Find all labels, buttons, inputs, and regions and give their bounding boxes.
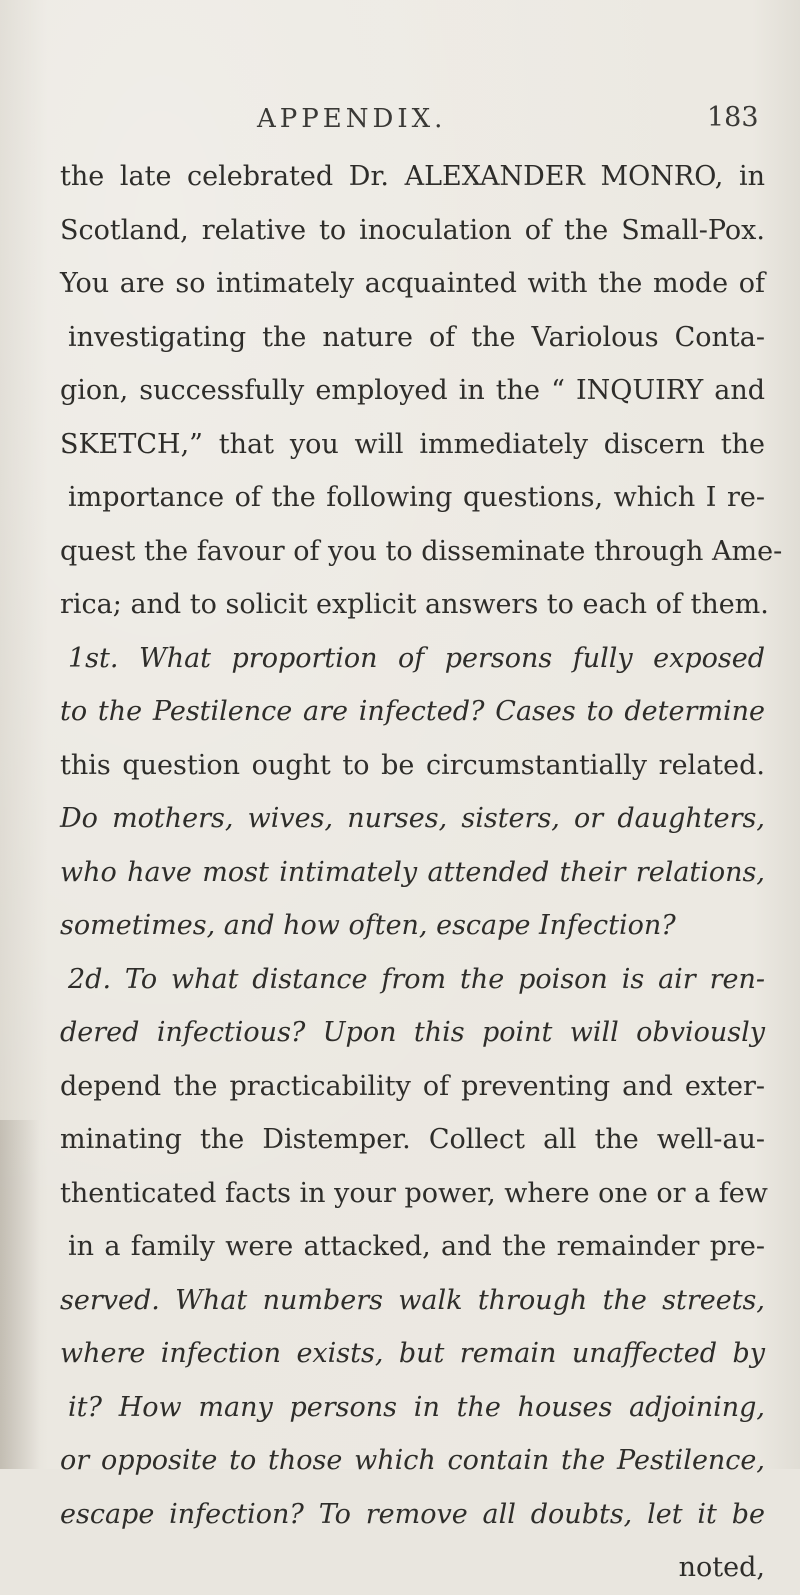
- text-line: minating the Distemper. Collect all the well-au-: [60, 1124, 765, 1155]
- question-line: served. What numbers walk through the streets,: [60, 1284, 765, 1316]
- text-line: You are so intimately acquainted with the mode of: [60, 268, 765, 299]
- text-line: quest the favour of you to disseminate through Ame-: [60, 535, 783, 567]
- text-line: depend the practicability of preventing and exter-: [60, 1070, 765, 1102]
- question-line: 1st. What proportion of persons fully exposed: [68, 642, 765, 674]
- question-line: 2d. To what distance from the poison is air ren-: [68, 963, 765, 995]
- text-line: this question ought to be circumstantially related.: [60, 749, 765, 781]
- running-head: APPENDIX.: [257, 104, 447, 134]
- page-header: [0, 88, 800, 138]
- question-line: dered infectious? Upon this point will obviously: [60, 1017, 765, 1048]
- text-line: thenticated facts in your power, where one or a few: [60, 1177, 768, 1209]
- catchword: noted,: [678, 1552, 765, 1583]
- question-line: escape infection? To remove all doubts, let it be: [60, 1498, 765, 1530]
- text-line: gion, successfully employed in the “ INQUIRY and: [60, 375, 765, 406]
- page-edge-shadow: [0, 1120, 40, 1469]
- question-line: to the Pestilence are infected? Cases to determine: [60, 696, 765, 727]
- text-line: the late celebrated Dr. ALEXANDER MONRO, in: [60, 161, 765, 192]
- question-line: who have most intimately attended their relations,: [60, 856, 765, 888]
- question-line: Do mothers, wives, nurses, sisters, or daughters,: [60, 803, 765, 834]
- question-line: where infection exists, but remain unaffected by: [60, 1338, 765, 1369]
- question-line: sometimes, and how often, escape Infection?: [60, 910, 676, 941]
- text-line: importance of the following questions, which I re-: [68, 482, 765, 513]
- text-line: in a family were attacked, and the remainder pre-: [68, 1231, 765, 1262]
- page-number: 183: [707, 102, 759, 133]
- text-line: SKETCH,” that you will immediately discern the: [60, 428, 765, 460]
- question-line: or opposite to those which contain the Pestilence,: [60, 1445, 765, 1476]
- text-line: rica; and to solicit explicit answers to each of them.: [60, 589, 769, 620]
- question-line: it? How many persons in the houses adjoining,: [68, 1391, 765, 1423]
- text-line: investigating the nature of the Variolous Conta-: [68, 321, 765, 353]
- body-text: [60, 150, 783, 1595]
- text-line: Scotland, relative to inoculation of the Small-Pox.: [60, 214, 765, 246]
